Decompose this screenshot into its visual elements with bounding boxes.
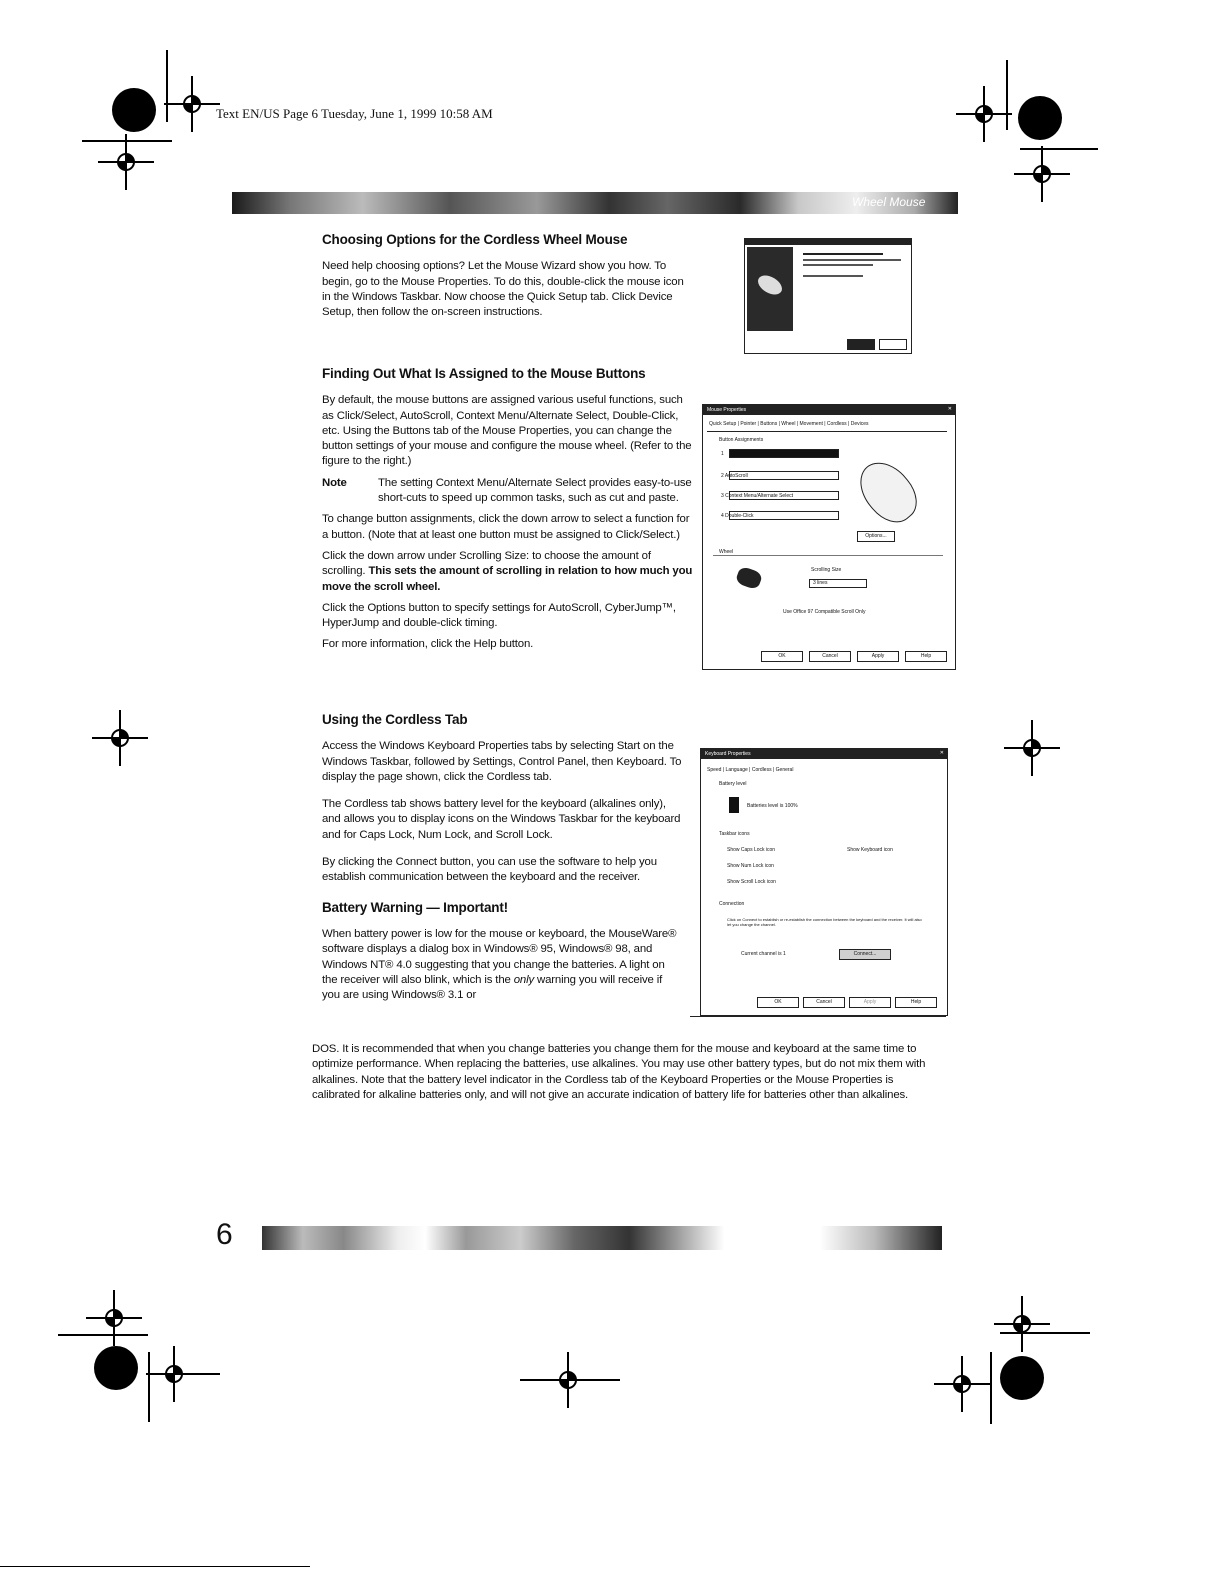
section-choosing <box>322 232 694 326</box>
mouse-illustration-icon <box>849 452 927 532</box>
wizard-cancel-button[interactable] <box>879 339 907 350</box>
section-buttons <box>322 366 694 659</box>
button3-select[interactable] <box>729 491 839 500</box>
battery-icon <box>729 797 739 813</box>
mouse-properties-screenshot: Mouse Properties ✕ Quick Setup | Pointer | Buttons | Wheel | Movement | Cordless | Devices Button Assignments 1 2 AutoScroll 3 Context Menu/Alternate Select 4 Double-Click Options... Wheel Scrolling Size 3 lines Use Office 97 Compatible Scroll Only OK Cancel Apply Help <box>702 404 956 670</box>
mouse-wizard-screenshot <box>744 238 912 354</box>
scroll-lock-checkbox[interactable]: Show Scroll Lock icon <box>727 879 776 885</box>
button2-select[interactable] <box>729 471 839 480</box>
registration-mark <box>1014 146 1070 202</box>
caps-lock-checkbox[interactable]: Show Caps Lock icon <box>727 847 776 853</box>
registration-mark <box>164 76 220 132</box>
registration-mark <box>92 710 148 766</box>
options-button[interactable]: Options... <box>857 531 895 542</box>
heading-cordless: Using the Cordless Tab <box>322 712 468 727</box>
section-cordless <box>322 712 682 1003</box>
group-taskbar-icons: Taskbar icons <box>719 831 750 837</box>
ok-button[interactable]: OK <box>761 651 803 662</box>
cancel-button[interactable]: Cancel <box>809 651 851 662</box>
divider <box>690 1016 946 1017</box>
header-band <box>232 192 958 214</box>
emphasis: only <box>513 973 534 986</box>
paragraph: To change button assignments, click the down arrow to select a function for a button. (Note that at least one button must be assigned to Click/Select.) <box>322 513 690 541</box>
group-battery-level: Battery level <box>719 781 747 787</box>
page-number: 6 <box>216 1218 233 1251</box>
paragraph: When battery power is low for the mouse or keyboard, the MouseWare® software displays a dialog box in Windows® 95, Windows® 98, and Windows NT® 4.0 suggesting that you change the batteries. A light on the receiver will also blink, which is the only warning you will receive if you are using Windows® 3.1 or <box>322 927 677 1002</box>
crop-dot-top-left <box>112 88 156 132</box>
button1-select[interactable] <box>729 449 839 458</box>
registration-mark <box>98 134 154 190</box>
crop-dot-bottom-left <box>94 1346 138 1390</box>
crop-line <box>160 1373 220 1375</box>
paragraph: Access the Windows Keyboard Properties tabs by selecting Start on the Windows Taskbar, followed by Settings, Control Panel, then Keyboard. To display the page shown, click the Cordless tab. <box>322 740 682 783</box>
apply-button[interactable]: Apply <box>857 651 899 662</box>
group-button-assignments: Button Assignments <box>719 437 764 443</box>
current-channel: Current channel is 1 <box>741 951 786 957</box>
ok-button[interactable]: OK <box>757 997 799 1008</box>
cancel-button[interactable]: Cancel <box>803 997 845 1008</box>
footer-band <box>262 1226 942 1250</box>
battery-level-text: Batteries level is 100% <box>747 803 798 809</box>
header-band-label: Wheel Mouse <box>852 195 926 209</box>
print-slug: Text EN/US Page 6 Tuesday, June 1, 1999 10:58 AM <box>216 106 493 121</box>
close-icon[interactable]: ✕ <box>947 406 952 412</box>
emphasis: This sets the amount of scrolling in relation to how much you move the scroll wheel. <box>322 565 693 593</box>
heading-battery: Battery Warning — Important! <box>322 899 508 915</box>
crop-dot-bottom-right <box>1000 1356 1044 1400</box>
connection-text: Click on Connect to establish or re-establish the connection between the keyboard and the receiver. It will also let you change the channel. <box>727 917 922 927</box>
scrolling-size-label: Scrolling Size <box>811 567 842 573</box>
note <box>322 476 694 507</box>
registration-mark <box>1004 720 1060 776</box>
show-keyboard-checkbox[interactable]: Show Keyboard icon <box>847 847 893 853</box>
crop-line <box>58 1334 148 1336</box>
wizard-image <box>747 247 793 331</box>
crop-line <box>990 1352 992 1424</box>
registration-mark <box>86 1290 142 1346</box>
button4-select[interactable] <box>729 511 839 520</box>
registration-mark <box>994 1296 1050 1352</box>
note-text: The setting Context Menu/Alternate Select provides easy-to-use short-cuts to speed up common tasks, such as cut and paste. <box>378 476 692 505</box>
crop-line <box>1000 1332 1090 1334</box>
crop-line <box>520 1379 620 1381</box>
paragraph: Need help choosing options? Let the Mouse Wizard show you how. To begin, go to the Mouse Properties. To do this, double-click the mouse icon in the Windows Taskbar. Now choose the Quick Setup tab. Click Device Setup, then follow the on-screen instructions. <box>322 260 684 319</box>
window-title: Keyboard Properties <box>705 751 751 757</box>
help-button[interactable]: Help <box>895 997 937 1008</box>
keyboard-properties-screenshot <box>700 748 948 1016</box>
group-connection: Connection <box>719 901 745 907</box>
tab-strip[interactable]: Quick Setup | Pointer | Buttons | Wheel | Movement | Cordless | Devices <box>709 421 869 427</box>
apply-button[interactable]: Apply <box>849 997 891 1008</box>
wizard-next-button[interactable] <box>847 339 875 350</box>
group-wheel: Wheel <box>719 549 734 555</box>
note-label: Note <box>322 476 347 489</box>
heading-choosing: Choosing Options for the Cordless Wheel Mouse <box>322 232 628 247</box>
window-title: Mouse Properties <box>707 407 747 413</box>
tab-strip[interactable]: Speed | Language | Cordless | General <box>707 767 794 773</box>
help-button[interactable]: Help <box>905 651 947 662</box>
close-icon[interactable]: ✕ <box>939 750 944 756</box>
paragraph: Click the Options button to specify settings for AutoScroll, CyberJump™, HyperJump and double-click timing. <box>322 601 676 630</box>
paragraph: By default, the mouse buttons are assigned various useful functions, such as Click/Select, AutoScroll, Context Menu/Alternate Select, Double-Click, etc. Using the Buttons tab of the Mouse Properties, you can change the button settings of your mouse and configure the mouse wheel. (Refer to the figure to the right.) <box>322 394 692 468</box>
paragraph: Click the down arrow under Scrolling Size: to choose the amount of scrolling. This sets the amount of scrolling in relation to how much you move the scroll wheel. <box>322 549 693 593</box>
battery-paragraph-continued: DOS. It is recommended that when you change batteries you change them for the mouse and keyboard at the same time to optimize performance. When replacing the batteries, use alkalines. You may use other battery types, but do not mix them with alkalines. Note that the battery level indicator in the Cordless tab of the Keyboard Properties or the Mouse Properties is calibrated for alkaline batteries only, and will not give an accurate indication of battery life for batteries other than alkalines. <box>312 1043 926 1101</box>
num-lock-checkbox[interactable]: Show Num Lock icon <box>727 863 774 869</box>
office97-checkbox[interactable]: Use Office 97 Compatible Scroll Only <box>783 609 866 615</box>
paragraph: The Cordless tab shows battery level for the keyboard (alkalines only), and allows you to display icons on the Windows Taskbar for the keyboard and for Caps Lock, Num Lock, and Scroll Lock. <box>322 798 681 841</box>
mouse-icon <box>755 272 786 299</box>
crop-dot-top-right <box>1018 96 1062 140</box>
connect-button[interactable]: Connect... <box>839 949 891 960</box>
heading-buttons: Finding Out What Is Assigned to the Mouse Buttons <box>322 366 646 381</box>
wheel-icon <box>735 565 764 590</box>
paragraph: By clicking the Connect button, you can use the software to help you establish communication between the keyboard and the receiver. <box>322 856 657 884</box>
crop-line <box>0 1566 310 1567</box>
registration-mark <box>956 86 1012 142</box>
paragraph: For more information, click the Help button. <box>322 638 534 651</box>
registration-mark <box>934 1356 990 1412</box>
